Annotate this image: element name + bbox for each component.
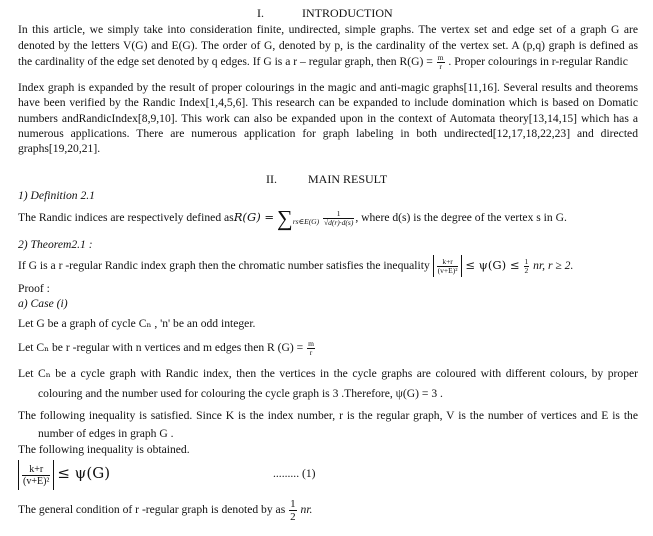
section-title: MAIN RESULT: [308, 172, 388, 186]
paragraph-line: have been verified by the Randic Index[1,4,5,6]. This research can be expanded to include domination which is based on Domatic: [18, 96, 638, 109]
fraction-numerator: 1: [290, 497, 296, 510]
fraction-numerator: k+r: [437, 258, 459, 267]
fraction-denominator: (v+E)²: [437, 266, 458, 276]
proof-line: [18, 496, 638, 524]
proof-line: The following inequality is obtained.: [18, 443, 190, 456]
sum-subscript: rs∈E(G): [292, 217, 320, 226]
fraction: [289, 498, 297, 523]
fraction-denominator: 2: [524, 265, 529, 275]
text-span: nr, r ≥ 2.: [533, 259, 574, 272]
definition-heading: 1) Definition 2.1: [18, 189, 95, 202]
fraction-numerator: 1: [524, 256, 529, 266]
text-span: ≤ ψ(G) ≤: [465, 258, 520, 272]
fraction-denominator: r: [309, 347, 313, 357]
case-heading: a) Case (i): [18, 297, 68, 310]
fraction: [437, 258, 459, 275]
section-title: INTRODUCTION: [302, 6, 393, 20]
proof-label: Proof :: [18, 282, 50, 295]
proof-line: colouring and the number used for colouring the cycle graph is 3 .Therefore, ψ(G) = 3 .: [38, 387, 443, 400]
proof-line: Let G be a graph of cycle Cₙ , 'n' be an odd integer.: [18, 317, 256, 330]
paragraph-line: [18, 54, 638, 71]
fraction-denominator: r: [439, 62, 442, 71]
theorem-line: [18, 254, 638, 276]
section-numeral: II.: [266, 172, 277, 186]
text-span: . Proper colourings in r-regular Randic: [448, 55, 628, 69]
absolute-value: [433, 255, 463, 277]
proof-line: The following inequality is satisfied. Since K is the index number, r is the regular graph, V is the number of vertices and E is the: [18, 409, 638, 422]
paragraph-line: Index graph is expanded by the result of proper colourings in the magic and anti-magic graphs[11,16]. Several results and theorems: [18, 81, 638, 94]
theorem-heading: 2) Theorem2.1 :: [18, 238, 93, 251]
fraction-numerator: m: [437, 53, 444, 62]
text-span: , where d(s) is the degree of the vertex s in G.: [355, 211, 567, 224]
fraction: [307, 340, 315, 357]
proof-line: [18, 337, 638, 359]
section-numeral: I.: [257, 6, 264, 20]
fraction-denominator: √d(r)·d(s): [324, 217, 354, 227]
text-span: The general condition of r -regular graph is denoted by as: [18, 503, 286, 516]
fraction-numerator: 1: [323, 210, 354, 219]
fraction: [323, 210, 354, 227]
fraction: [437, 54, 445, 71]
equation-number: ......... (1): [273, 467, 316, 480]
text-span: the cardinality of the edge set denoted by q edges. If G is a r – regular graph, then R(G) =: [18, 55, 433, 69]
fraction-denominator: 2: [290, 510, 296, 523]
text-span: nr.: [300, 503, 313, 516]
paragraph-line: In this article, we simply take into consideration finite, undirected, simple graphs. The vertex set and edge set of a graph G are: [18, 23, 638, 36]
definition-line: [18, 204, 638, 230]
proof-line: number of edges in graph G .: [38, 427, 174, 440]
formula-lhs: R(G) =: [233, 210, 275, 224]
fraction-numerator: m: [308, 338, 314, 348]
paragraph-line: numerous applications. There are numerous application for graph labeling in both undirected[12,17,18,22,23] and directed: [18, 127, 638, 140]
text-span: ≤ ψ(G): [57, 464, 111, 482]
fraction-numerator: k+r: [22, 464, 50, 476]
paragraph-line: denoted by the letters V(G) and E(G). The order of G, denoted by p, is the cardinality of the vertex set. A (p,q) graph is defined as: [18, 39, 638, 52]
fraction-denominator: (v+E)²: [23, 475, 50, 487]
proof-line: Let Cₙ be a cycle graph with Randic index, then the vertices in the cycle graphs are coloured with different colours, by proper: [18, 367, 638, 380]
text-span: The Randic indices are respectively defined as: [18, 211, 234, 224]
sigma-symbol: ∑: [277, 205, 293, 231]
text-span: If G is a r -regular Randic index graph then the chromatic number satisfies the inequality: [18, 259, 430, 272]
paragraph-line: graphs[19,20,21].: [18, 142, 101, 155]
text-span: Let Cₙ be r -regular with n vertices and m edges then R (G) =: [18, 341, 304, 354]
fraction: [22, 464, 50, 487]
absolute-value: [18, 460, 54, 490]
paragraph-line: numbers andRandicIndex[8,9,10]. This work can also be expanded upon in the context of Automata theory[13,14,15] which has a: [18, 112, 638, 125]
fraction: [524, 258, 530, 275]
